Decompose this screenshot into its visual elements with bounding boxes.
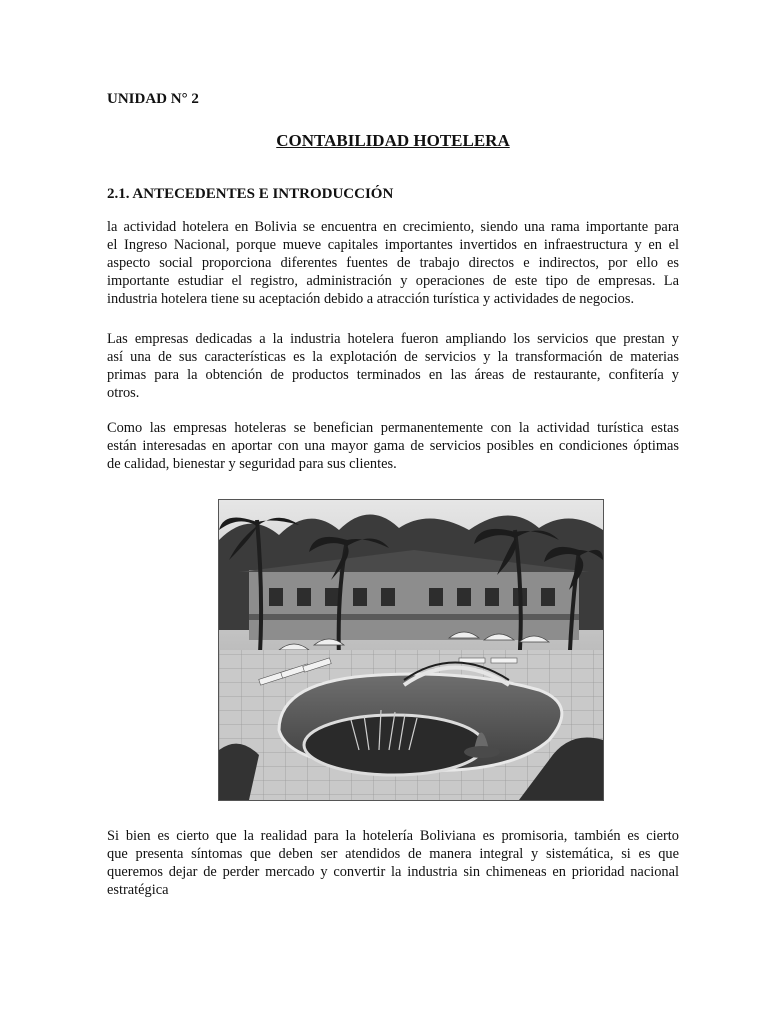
paragraph-line: importante estudiar el registro, administración y operaciones de este tipo de empresas. La [107,273,679,289]
paragraph-line: estratégica [107,882,169,898]
section-heading: 2.1. ANTECEDENTES E INTRODUCCIÓN [107,186,394,202]
document-title: CONTABILIDAD HOTELERA [276,131,510,150]
paragraph-line: queremos dejar de perder mercado y convertir la industria sin chimeneas en prioridad nacional [107,864,679,880]
paragraph-line: Las empresas dedicadas a la industria hotelera fueron ampliando los servicios que prestan y [107,331,679,347]
paragraph-1 [107,218,679,308]
paragraph-4 [107,827,679,899]
paragraph-3 [107,419,679,473]
paragraph-line: aspecto social proporciona diferentes fuentes de trabajo directos e indirectos, por ello es [107,255,679,271]
paragraph-line: el Ingreso Nacional, porque mueve capitales importantes invertidos en infraestructura y en el [107,237,679,253]
paragraph-line: así una de sus características es la explotación de servicios y la transformación de materias [107,349,679,365]
paragraph-line: la actividad hotelera en Bolivia se encuentra en crecimiento, siendo una rama importante para [107,219,679,235]
paragraph-line: Como las empresas hoteleras se benefician permanentemente con la actividad turística estas [107,420,679,436]
paragraph-line: están interesadas en aportar con una mayor gama de servicios posibles en condiciones óptimas [107,438,679,454]
paragraph-line: que presenta síntomas que deben ser atendidos de manera integral y sistemática, si es que [107,846,679,862]
unit-label: UNIDAD N° 2 [107,91,199,107]
photo-illustration [219,500,603,800]
paragraph-line: industria hotelera tiene su aceptación debido a atracción turística y actividades de negocios. [107,291,635,307]
paragraph-line: otros. [107,385,140,401]
paragraph-line: Si bien es cierto que la realidad para la hotelería Boliviana es promisoria, también es cierto [107,828,679,844]
paragraph-line: primas para la obtención de productos terminados en las áreas de restaurante, confitería y [107,367,679,383]
paragraph-line: de calidad, bienestar y seguridad para sus clientes. [107,456,397,472]
paragraph-2 [107,330,679,402]
hotel-pool-photo [218,499,604,801]
